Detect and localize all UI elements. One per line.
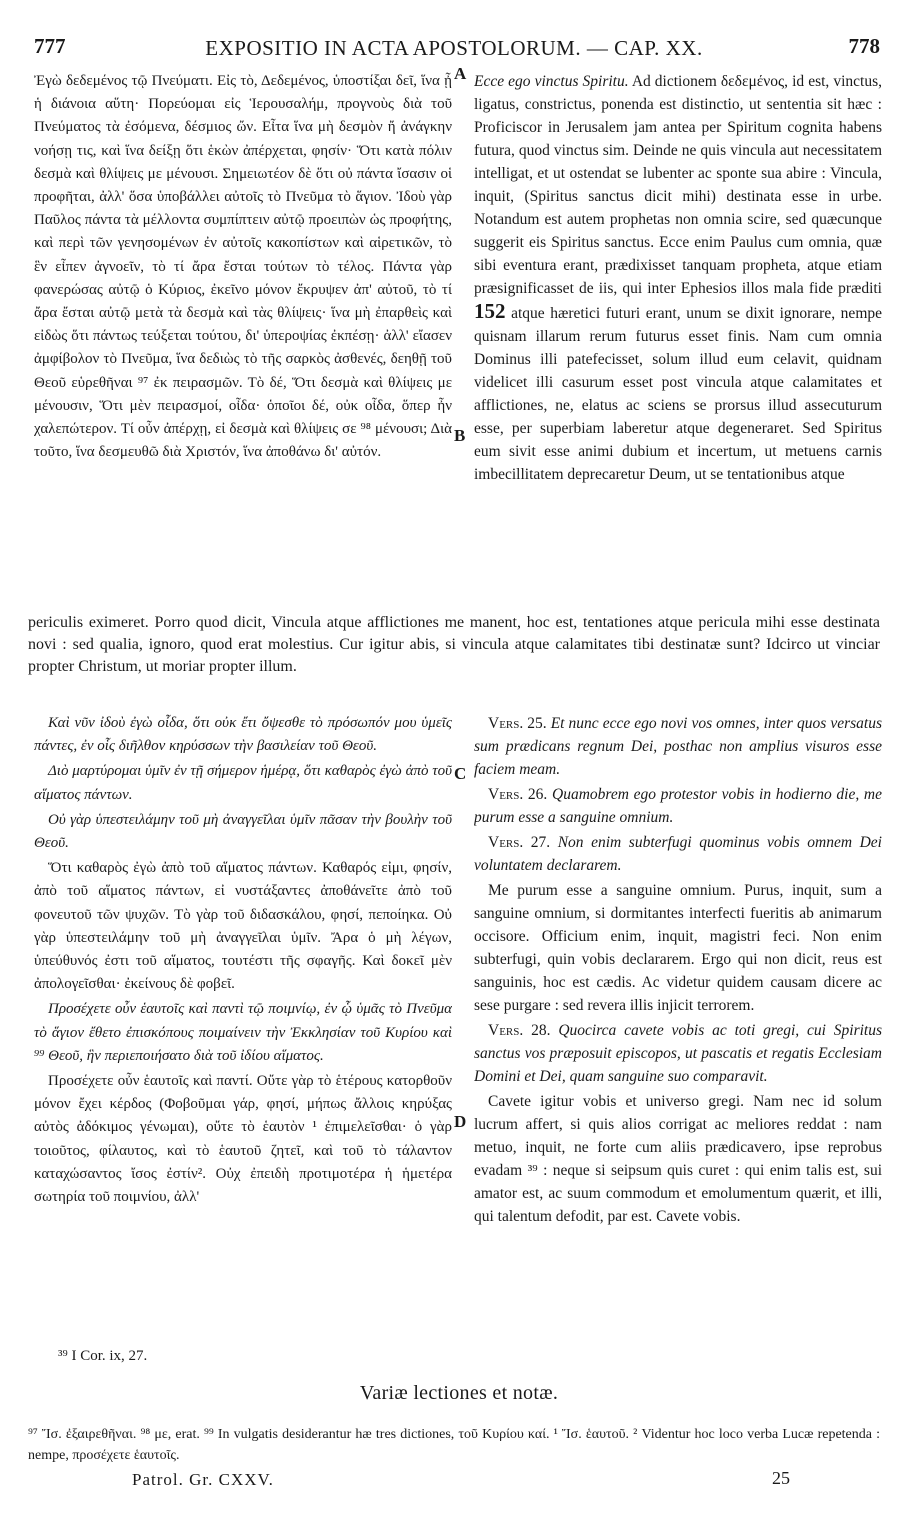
latin-text: Ad dictionem δεδεμένος, id est, vinctus, ligatus, constrictus, ponenda est distinctio, ut sententia sit hæc : Proficiscor in Jerusalem jam antea per Spiritum cognita habens futura, quod vinctus sim. Deinde ne quis vincula aut necessitatem intelligat, et ut ostendat se lubenter ac sponte sua abire : Vincula, inquit, (Spiritus sanctus dicit mihi) destinata esse in urbe. Notandum est autem prophetas non omnia scire, sed quæcunque suggerit eis Spiritus sanctus. Ecce enim Paulus cum omnia, quæ sibi eventura erant, prædixisset tanquam propheta, atque etiam præsignificasset de iis, qui inter Ephesios illos mala fide præditi [474, 73, 882, 297]
latin-verse-25 [474, 712, 882, 781]
greek-column-section1 [34, 70, 452, 608]
footer-signature: 25 [772, 1468, 790, 1488]
greek-verse-28: Προσέχετε οὖν ἑαυτοῖς καὶ παντὶ τῷ ποιμνίῳ, ἐν ᾧ ὑμᾶς τὸ Πνεῦμα τὸ ἅγιον ἔθετο ἐπισκόπους ποιμαίνειν τὴν Ἐκκλησίαν τοῦ Κυρίου καὶ ⁹⁹ Θεοῦ, ἣν περιεποιήσατο διὰ τοῦ ἰδίου αἵματος. [34, 1001, 452, 1064]
margin-letter-d: D [454, 1112, 467, 1131]
margin-letter-b: B [454, 426, 466, 445]
greek-commentary-28: Προσέχετε οὖν ἑαυτοῖς καὶ παντί. Οὔτε γὰρ τὸ ἑτέρους κατορθοῦν μόνον ἔχει κέρδος (Φοβοῦμαι γάρ, φησί, μήπως ἄλλοις κηρύξας αὐτὸς ἀδόκιμος γένωμαι), οὔτε τὸ ἑαυτὸν ¹ ἐπιμελεῖσθαι· ὁ γὰρ τοιοῦτος, φίλαυτος, καὶ τὸ ἑαυτοῦ ζητεῖ, καὶ τοῦ τὸ τάλαντον καταχώσαντος ἴσος ἐστίν². Οὐχ ἐπειδὴ προτιμοτέρα ἡ ἡμετέρα σωτηρία τοῦ ποιμνίου, ἀλλ' [34, 1073, 452, 1206]
verse-text: Quamobrem ego protestor vobis in hodierno die, me purum esse a sanguine omnium. [474, 786, 882, 826]
latin-verse-28 [474, 1019, 882, 1088]
latin-verse-26 [474, 783, 882, 829]
footer-series: Patrol. Gr. CXXV. [132, 1470, 274, 1489]
margin-letter-a: A [454, 64, 467, 83]
verse-label: Vers. 27. [488, 834, 551, 851]
verse-label: Vers. 28. [488, 1022, 551, 1039]
verse-label: Vers. 25. [488, 715, 547, 732]
variants-notes: ⁹⁷ Ἴσ. ἐξαιρεθῆναι. ⁹⁸ με, erat. ⁹⁹ In vulgatis desiderantur hæ tres dictiones, τοῦ Κυρίου καί. ¹ Ἴσ. ἑαυτοῦ. ² Videntur hoc loco verba Lucæ repetenda : nempe, προσέχετε ἑαυτοῖς. [28, 1427, 880, 1463]
full-width-paragraph: periculis eximeret. Porro quod dicit, Vincula atque afflictiones me manent, hoc est, tentationes atque pericula mihi esse destinata novi : sed qualia, ignoro, quod erat molestius. Cur igitur abis, si vincula atque calamitates tibi destinatæ sunt? Idcirco ut vinciar propter Christum, ut moriar propter illum. [28, 614, 880, 675]
latin-commentary-28: Cavete igitur vobis et universo gregi. Nam nec id solum lucrum affert, si quis alios corrigat ac meliores reddat : nam metuo, inquit, ne forte cum aliis prædicavero, ipse reprobus evadam ³⁹ : neque si seipsum quis curet : qui enim talis est, sui amator est, ac suum commodum et emolumentum quærit, et illi, qui talentum defodit, par est. Cavete vobis. [474, 1093, 882, 1225]
latin-column-section1 [474, 70, 882, 608]
margin-letter-c: C [454, 764, 467, 783]
verse-label: Vers. 26. [488, 786, 548, 803]
latin-paragraph [474, 70, 882, 486]
latin-lemma: Ecce ego vinctus Spiritu. [474, 73, 629, 90]
page-number-right: 778 [848, 34, 880, 58]
greek-commentary-27: Ὅτι καθαρὸς ἐγὼ ἀπὸ τοῦ αἵματος πάντων. Καθαρός εἰμι, φησίν, ἀπὸ τοῦ αἵματος πάντων, εἰ νυστάξαντες ἀποθάνεῖτε ἀπὸ τοῦ φονευτοῦ τῶν ψυχῶν. Τὸ γὰρ τοῦ διδασκάλου, φησί, πεποίηκα. Οὐ γὰρ ὑπεστειλάμην τοῦ μὴ ἀναγγεῖλαι ὑμῖν. Ἄρα ὁ μὴ λέγων, ὑπεύθυνός ἐστι τοῦ αἵματος, τουτέστι τῆς σφαγῆς. Καὶ δοκεῖ μὲν ἀπολογεῖσθαι· ἐκείνους δὲ φοβεῖ. [34, 860, 452, 993]
greek-verse-26: Διὸ μαρτύρομαι ὑμῖν ἐν τῇ σήμερον ἡμέρᾳ, ὅτι καθαρὸς ἐγὼ ἀπὸ τοῦ αἵματος πάντων. [34, 763, 452, 803]
variants-title: Variæ lectiones et notæ. [359, 1382, 559, 1404]
column-number: 152 [474, 299, 506, 323]
running-header [28, 34, 880, 62]
latin-verse-27 [474, 831, 882, 877]
greek-verse-25: Καὶ νῦν ἰδοὺ ἐγὼ οἶδα, ὅτι οὐκ ἔτι ὄψεσθε τὸ πρόσωπόν μου ὑμεῖς πάντες, ἐν οἷς διῆλθον κηρύσσων τὴν βασιλείαν τοῦ Θεοῦ. [34, 715, 452, 755]
verse-text: Et nunc ecce ego novi vos omnes, inter quos versatus sum prædicans regnum Dei, posthac non amplius visuros esse faciem meam. [474, 715, 882, 778]
running-title: EXPOSITIO IN ACTA APOSTOLORUM. — CAP. XX. [205, 36, 703, 60]
greek-column-section2 [34, 712, 452, 1344]
latin-text-cont: atque hæretici futuri erant, unum se dixit ignorare, nempe quisnam illarum rerum futurus esset finis. Nam cum omnia Dominus illi patefecisset, solum illud eum celavit, quidnam videlicet illi casurum esset post vincula atque calamitates et afflictiones, ne, elatus ac sciens se prorsus illud assecuturum esse, per superbiam laberetur atque degeneraret. Sed Spiritus eum sivit esse animi dubium et incertum, ut metuens carnis imbecillitatem deprecaretur Deum, ut se tentationibus atque [474, 305, 882, 483]
greek-verse-27: Οὐ γὰρ ὑπεστειλάμην τοῦ μὴ ἀναγγεῖλαι ὑμῖν πᾶσαν τὴν βουλὴν τοῦ Θεοῦ. [34, 811, 452, 852]
page-number-left: 777 [34, 34, 66, 58]
greek-paragraph: Ἐγὼ δεδεμένος τῷ Πνεύματι. Εἰς τὸ, Δεδεμένος, ὑποστίξαι δεῖ, ἵνα ᾖ ἡ διάνοια αὕτη· Πορεύομαι εἰς Ἱερουσαλήμ, προγνοὺς διὰ τοῦ Πνεύματος τὰ ἐσόμενα, δέσμιος ὤν. Εἶτα ἵνα μὴ δεσμὸν ἤ ἀνάγκην νοήσῃ τις, καὶ ἵνα δείξῃ ὅτι ἑκὼν ἀπέρχεται, φησίν· Ὅτι κατὰ πόλιν δεσμὰ καὶ θλίψεις με μένουσι. Σημειωτέον δὲ ὅτι οὐ πάντα ἴσασιν οἱ προφῆται, ἀλλ' ὅσα ὑποβάλλει αὐτοῖς τὸ Πνεῦμα τὸ ἅγιον. Ἰδοὺ γὰρ Παῦλος πάντα τὰ μέλλοντα συμπίπτειν αὐτῷ προειπὼν ὡς προφήτης, καὶ περὶ τῶν γενησομένων ἐν αὐτοῖς κακοπίστων καὶ αἱρετικῶν, τὸ ἓν εἶπεν ἀγνοεῖν, τὸ τί ἄρα ἔσται τούτων τὸ τέλος. Πάντα γὰρ φανερώσας αὐτῷ ὁ Κύριος, ἐκεῖνο μόνον ἔκρυψεν ἀπ' αὐτοῦ, τὸ τί ἄρα ἔσται αὐτῷ μετὰ τὰ δεσμὰ καὶ τὰς θλίψεις· ἵνα μὴ ἐπαρθεὶς καὶ εἰδὼς ὅτι πάντως τεύξεται τούτου, δι' ὑπεροψίας ἐκπέσῃ· ἀλλ' εἴασεν ἀμφίβολον τὸ Πνεῦμα, ἵνα δεδιὼς τὸ τῆς σαρκὸς ἀσθενές, δεηθῇ τοῦ Θεοῦ εὑρεθῆναι ⁹⁷ ἐκ πειρασμῶν. Τὸ δέ, Ὅτι δεσμὰ καὶ θλίψεις με μένουσιν, Ὅτι μὲν πειρασμοί, οἶδα· ὁποῖοι δέ, οὐκ οἶδα, ὅπερ ἦν χαλεπώτερον. Τί οὖν ἀπέρχῃ, εἰ δεσμὰ καὶ θλίψεις σε ⁹⁸ μένουσι; Διὰ τοῦτο, ἵνα δεσμευθῶ διὰ Χριστόν, ἵνα ἀποθάνω δι' αὐτόν. [34, 73, 452, 461]
footnote: ³⁹ I Cor. ix, 27. [58, 1348, 148, 1364]
latin-commentary-27: Me purum esse a sanguine omnium. Purus, inquit, sum a sanguine omnium, si dormitantes interfecti fueritis ab animarum occisore. Officium enim, inquit, magistri feci. Non enim subterfugi, quin vobis declararem. Ergo qui non dicit, reus est sanguinis, hoc est cædis. Ac videtur quidem causam dicere ac sese purgare : sed revera illis injicit terrorem. [474, 882, 882, 1014]
verse-text: Quocirca cavete vobis ac toti gregi, cui Spiritus sanctus vos præposuit episcopos, ut pascatis et regatis Ecclesiam Domini et Dei, quam sanguine suo comparavit. [474, 1022, 882, 1085]
verse-text: Non enim subterfugi quominus vobis omnem Dei voluntatem declararem. [474, 834, 882, 874]
latin-column-section2 [474, 712, 882, 1344]
